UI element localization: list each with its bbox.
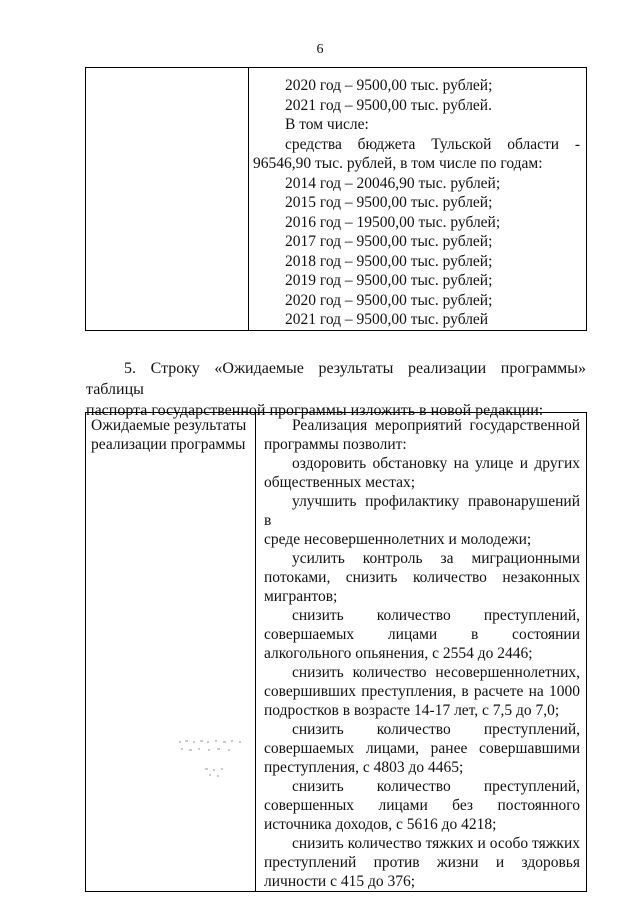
result-item-first-line: оздоровить обстановку на улице и других — [292, 455, 580, 472]
result-item-first-line: снизить количество преступлений, — [292, 721, 580, 738]
funding-line: 2018 год – 9500,00 тыс. рублей; — [285, 252, 493, 270]
result-item-first-line: снизить количество преступлений, — [292, 607, 580, 624]
page-number: 6 — [316, 42, 324, 57]
result-item-rest: совершаемых лицами, ранее совершавшими преступления, с 4803 до 4465; — [264, 740, 580, 776]
result-item-rest: совершивших преступления, в расчете на 1000 подростков в возрасте 14-17 лет, с 7,5 до 7,0; — [264, 683, 580, 719]
result-item-rest: совершаемых лицами в состоянии алкогольного опьянения, с 2554 до 2446; — [264, 626, 580, 662]
result-item-rest: общественных местах; — [264, 474, 416, 491]
result-item — [264, 416, 580, 454]
faint-stamp-mark — [173, 738, 253, 778]
funding-table — [85, 67, 587, 331]
amendment-paragraph-line: 5. Строку «Ожидаемые результаты реализации программы» таблицы — [86, 360, 586, 398]
result-item — [264, 606, 580, 663]
funding-line: средства бюджета Тульской области - — [285, 135, 580, 153]
result-item — [264, 492, 580, 549]
funding-line: 2020 год – 9500,00 тыс. рублей; — [285, 77, 493, 94]
result-item-first-line: усилить контроль за миграционными — [292, 550, 580, 567]
funding-line: 2021 год – 9500,00 тыс. рублей. — [285, 96, 492, 114]
result-item — [264, 454, 580, 492]
result-item-rest: программы позволит: — [264, 436, 407, 453]
funding-table-left-cell — [86, 68, 249, 331]
funding-table-right-cell — [249, 68, 587, 331]
funding-line: 2017 год – 9500,00 тыс. рублей; — [285, 233, 493, 250]
result-item — [264, 663, 580, 720]
result-item-rest: совершенных лицами без постоянного источника доходов, с 5616 до 4218; — [264, 797, 580, 833]
expected-results-label-cell — [86, 413, 256, 892]
funding-line: 2021 год – 9500,00 тыс. рублей — [285, 311, 489, 328]
funding-line: 2015 год – 9500,00 тыс. рублей; — [285, 194, 493, 211]
expected-results-table — [85, 412, 587, 892]
funding-line: 2016 год – 19500,00 тыс. рублей; — [285, 213, 501, 231]
result-item-first-line: улучшить профилактику правонарушений в — [264, 493, 580, 529]
result-item-first-line: Реализация мероприятий государственной — [292, 417, 580, 434]
result-item-first-line: снизить количество тяжких и особо тяжких — [292, 835, 580, 852]
result-item-first-line: снизить количество несовершеннолетних, — [292, 664, 580, 681]
funding-line: 96546,90 тыс. рублей, в том числе по годам: — [253, 155, 543, 172]
result-item-first-line: снизить количество преступлений, — [292, 778, 580, 795]
result-item — [264, 834, 580, 891]
result-item — [264, 777, 580, 834]
expected-results-label: Ожидаемые результаты реализации программы — [91, 417, 247, 453]
amendment-paragraph-line: паспорта государственной программы изложить в новой редакции: — [86, 402, 544, 419]
expected-results-content-cell — [256, 413, 587, 892]
result-item — [264, 720, 580, 777]
funding-line: 2014 год – 20046,90 тыс. рублей; — [285, 174, 501, 192]
funding-line: 2019 год – 9500,00 тыс. рублей; — [285, 272, 493, 289]
result-item-rest: среде несовершеннолетних и молодежи; — [264, 531, 532, 548]
result-item-rest: преступлений против жизни и здоровья личности с 415 до 376; — [264, 854, 580, 890]
funding-line: В том числе: — [285, 116, 369, 133]
result-item-rest: потоками, снизить количество незаконных мигрантов; — [264, 569, 580, 605]
funding-line: 2020 год – 9500,00 тыс. рублей; — [285, 291, 493, 309]
result-item — [264, 549, 580, 606]
